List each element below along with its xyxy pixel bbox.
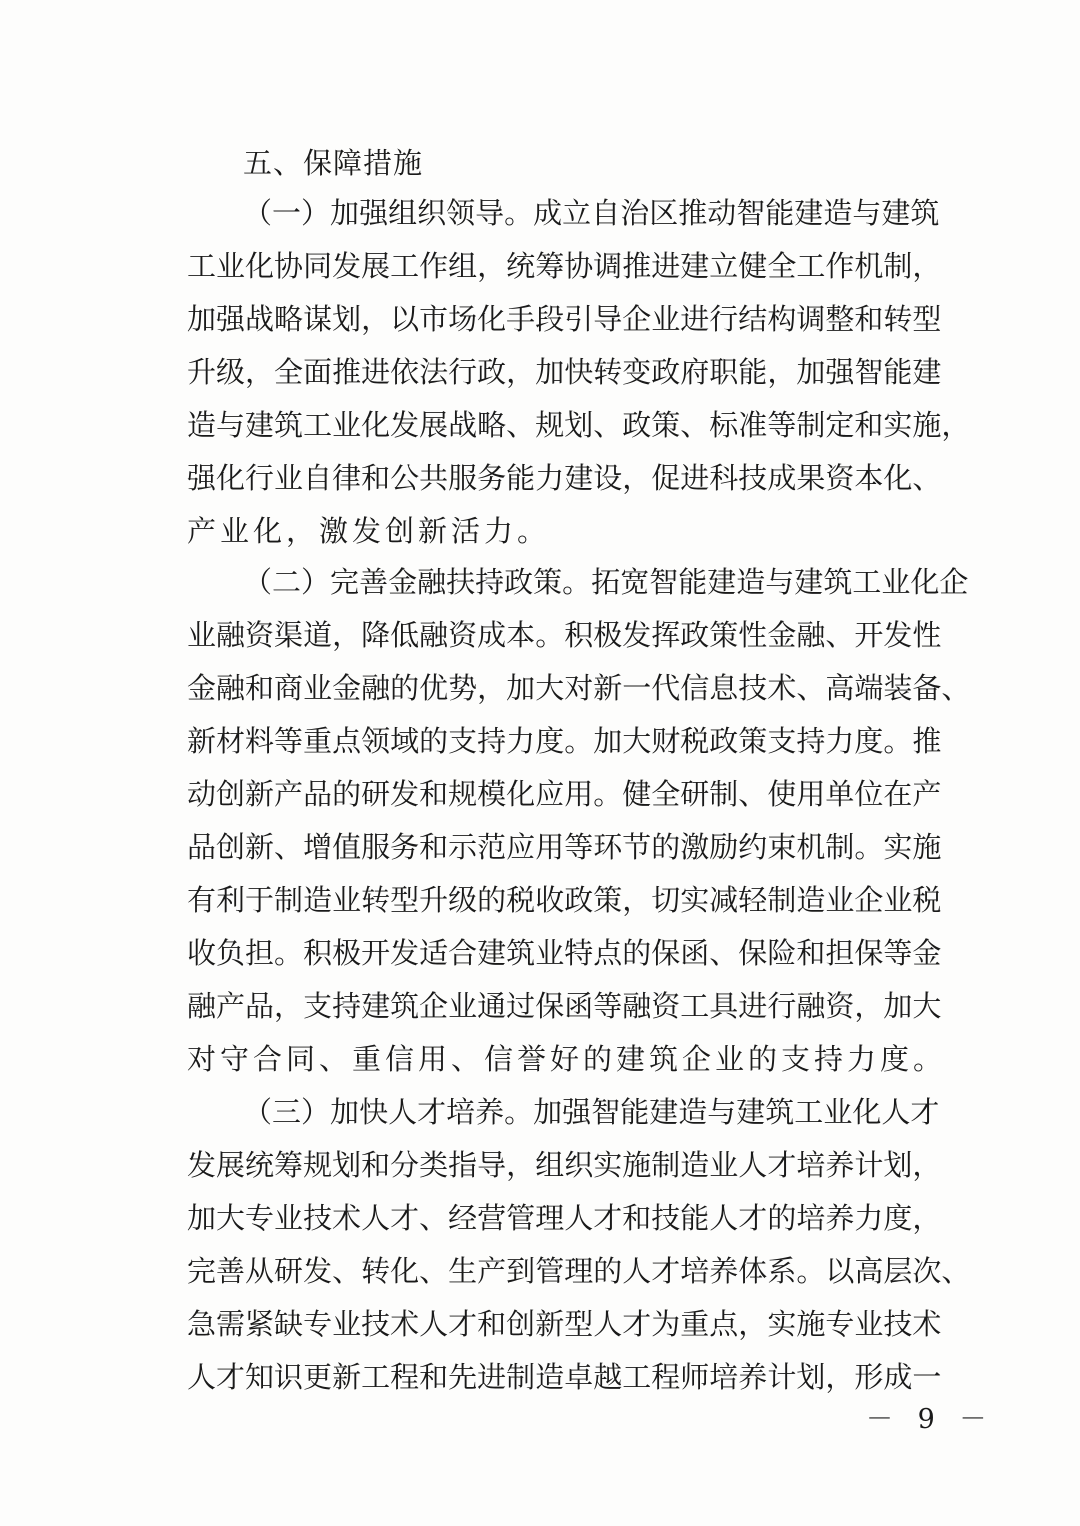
text-line: （ 一 ） 加 强 组 织 领 导 。 成 立 自 治 区 推 动 智 能 建 造 与 建 筑 xyxy=(243,196,940,230)
text-line: 产业化，激发创新活力。 xyxy=(187,514,551,548)
text-line: 发 展 统 筹 规 划 和 分 类 指 导 ， 组 织 实 施 制 造 业 人 才 培 养 计 划 ， xyxy=(187,1148,942,1182)
text-line: 对守合同、重信用、信誉好的建筑企业的支持力度。 xyxy=(187,1042,947,1076)
text-line: 升 级 ， 全 面 推 进 依 法 行 政 ， 加 快 转 变 政 府 职 能 ， 加 强 智 能 建 xyxy=(187,355,942,389)
text-line: 新 材 料 等 重 点 领 域 的 支 持 力 度 。 加 大 财 税 政 策 支 持 力 度 。 推 xyxy=(187,724,942,758)
text-line: 完 善 从 研 发 、 转 化 、 生 产 到 管 理 的 人 才 培 养 体 系 。 以 高 层 次 、 xyxy=(187,1254,971,1288)
text-line: 强 化 行 业 自 律 和 公 共 服 务 能 力 建 设 ， 促 进 科 技 成 果 资 本 化 、 xyxy=(187,461,942,495)
section-heading: 五、保障措施 xyxy=(243,146,424,180)
text-line: 动 创 新 产 品 的 研 发 和 规 模 化 应 用 。 健 全 研 制 、 使 用 单 位 在 产 xyxy=(187,777,942,811)
text-line: 加 强 战 略 谋 划 ， 以 市 场 化 手 段 引 导 企 业 进 行 结 构 调 整 和 转 型 xyxy=(187,302,942,336)
text-line: （ 二 ） 完 善 金 融 扶 持 政 策 。 拓 宽 智 能 建 造 与 建 筑 工 业 化 企 xyxy=(243,565,969,599)
text-line: 融 产 品 ， 支 持 建 筑 企 业 通 过 保 函 等 融 资 工 具 进 行 融 资 ， 加 大 xyxy=(187,989,942,1023)
text-line: 有 利 于 制 造 业 转 型 升 级 的 税 收 政 策 ， 切 实 减 轻 制 造 业 企 业 税 xyxy=(187,883,942,917)
text-line: 人 才 知 识 更 新 工 程 和 先 进 制 造 卓 越 工 程 师 培 养 计 划 ， 形 成 一 xyxy=(187,1360,942,1394)
text-line: 金 融 和 商 业 金 融 的 优 势 ， 加 大 对 新 一 代 信 息 技 术 、 高 端 装 备 、 xyxy=(187,671,971,705)
text-line: 工 业 化 协 同 发 展 工 作 组 ， 统 筹 协 调 推 进 建 立 健 全 工 作 机 制 ， xyxy=(187,249,942,283)
text-line: 业 融 资 渠 道 ， 降 低 融 资 成 本 。 积 极 发 挥 政 策 性 金 融 、 开 发 性 xyxy=(187,618,942,652)
text-line: 加 大 专 业 技 术 人 才 、 经 营 管 理 人 才 和 技 能 人 才 的 培 养 力 度 ， xyxy=(187,1201,942,1235)
text-line: 急 需 紧 缺 专 业 技 术 人 才 和 创 新 型 人 才 为 重 点 ， 实 施 专 业 技 术 xyxy=(187,1307,942,1341)
text-line: 收 负 担 。 积 极 开 发 适 合 建 筑 业 特 点 的 保 函 、 保 险 和 担 保 等 金 xyxy=(187,936,942,970)
text-line: 品 创 新 、 增 值 服 务 和 示 范 应 用 等 环 节 的 激 励 约 束 机 制 。 实 施 xyxy=(187,830,942,864)
text-line: 造 与 建 筑 工 业 化 发 展 战 略 、 规 划 、 政 策 、 标 准 等 制 定 和 实 施 ， xyxy=(187,408,971,442)
text-line: （ 三 ） 加 快 人 才 培 养 。 加 强 智 能 建 造 与 建 筑 工 业 化 人 才 xyxy=(243,1095,940,1129)
page-number: － 9 － xyxy=(866,1404,995,1435)
